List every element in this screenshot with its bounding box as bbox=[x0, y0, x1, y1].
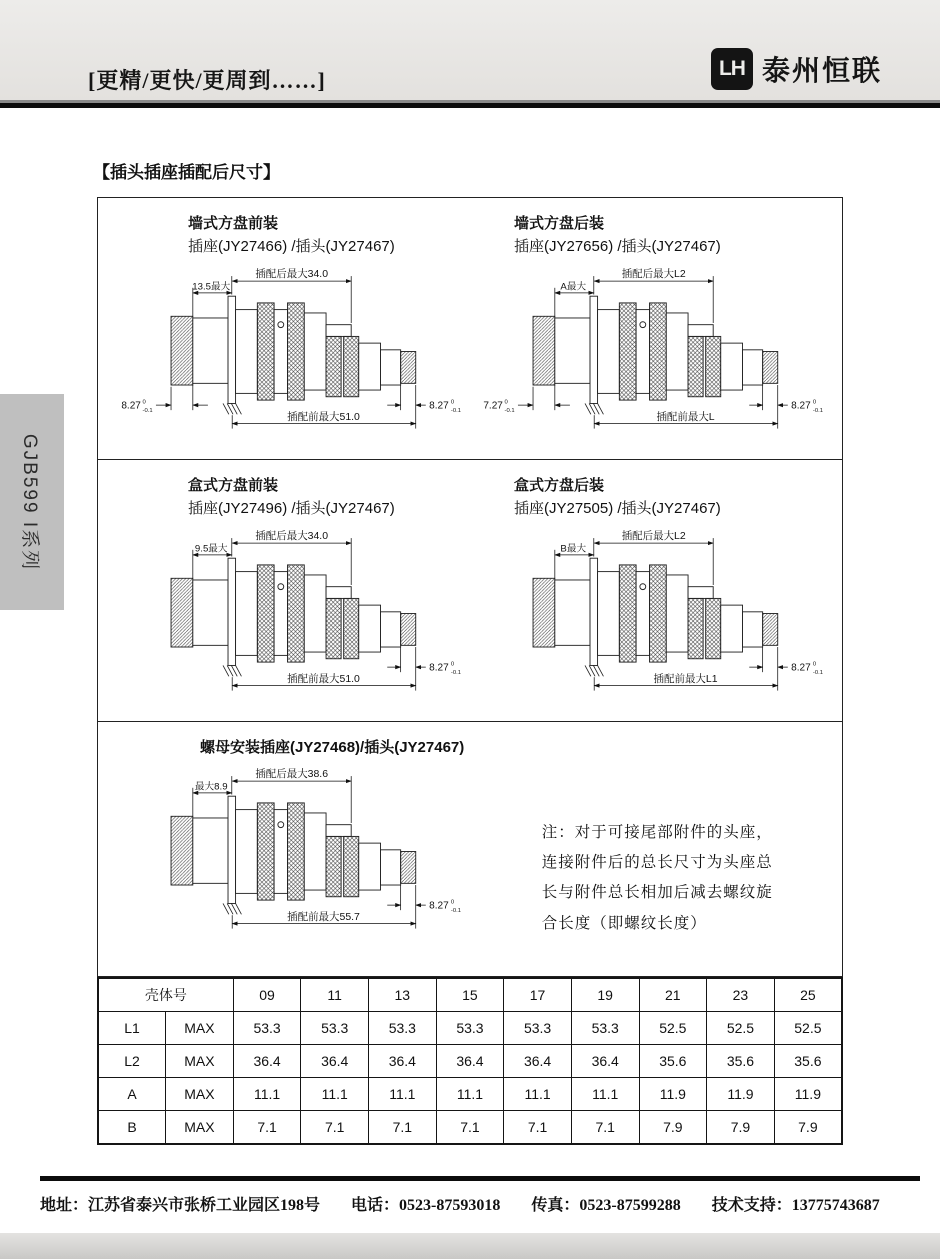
table-cell: 7.9 bbox=[774, 1111, 842, 1145]
dim-top-label: 插配后最大34.0 bbox=[255, 268, 329, 280]
table-cell: 36.4 bbox=[571, 1045, 639, 1078]
table-row bbox=[98, 1078, 842, 1111]
dim-left-bottom-tol-upper: 0 bbox=[142, 398, 146, 405]
footer-address-label: 地址： bbox=[40, 1197, 89, 1214]
table-row bbox=[98, 1045, 842, 1078]
dim-right-bottom-tol-lower: -0.1 bbox=[450, 908, 462, 915]
connector-drawing bbox=[104, 761, 466, 942]
table-cell: 7.1 bbox=[233, 1111, 301, 1145]
dim-right-bottom-tol-upper: 0 bbox=[812, 398, 817, 405]
drawing-subtitle: 插座(JY27496) /插头(JY27467) bbox=[188, 500, 395, 518]
footer-phone-label: 电话： bbox=[351, 1197, 400, 1214]
table-cell: 36.4 bbox=[504, 1045, 572, 1078]
table-cell: 53.3 bbox=[369, 1012, 437, 1045]
drawings-row-1 bbox=[98, 198, 842, 460]
table-header-shell: 壳体号 bbox=[98, 978, 233, 1012]
table-cell: 35.6 bbox=[639, 1045, 707, 1078]
drawing-cell-box-rear bbox=[470, 460, 842, 721]
drawing-title: 墙式方盘前装 bbox=[188, 215, 279, 232]
table-cell: 36.4 bbox=[369, 1045, 437, 1078]
drawing-subtitle: 插座(JY27656) /插头(JY27467) bbox=[514, 238, 721, 256]
dim-bottom-label: 插配前最大51.0 bbox=[287, 673, 360, 685]
drawing-cell-wall-rear bbox=[470, 198, 842, 459]
dim-right-bottom-tol-upper: 0 bbox=[450, 398, 455, 405]
table-cell: 11.1 bbox=[571, 1078, 639, 1111]
dim-left-top-label: 9.5最大 bbox=[194, 542, 228, 554]
param-name: A bbox=[98, 1078, 166, 1111]
banner-divider-rule bbox=[0, 103, 940, 108]
table-cell: 11.9 bbox=[639, 1078, 707, 1111]
table-cell: 52.5 bbox=[774, 1012, 842, 1045]
drawing-title: 螺母安装插座(JY27468)/插头(JY27467) bbox=[200, 739, 465, 756]
footer-fax bbox=[531, 1197, 680, 1214]
footer-phone-value: 0523-87593018 bbox=[399, 1197, 501, 1214]
dim-right-bottom-value: 8.27 bbox=[791, 661, 811, 673]
note-block bbox=[500, 722, 842, 976]
footer-address bbox=[40, 1197, 320, 1214]
param-name: B bbox=[98, 1111, 166, 1145]
dim-right-bottom-value: 8.27 bbox=[429, 900, 449, 912]
table-header-size: 13 bbox=[369, 978, 437, 1012]
note-line: 注：对于可接尾部附件的头座， bbox=[541, 824, 773, 841]
drawing-cell-jam-nut bbox=[98, 722, 500, 976]
table-cell: 7.9 bbox=[639, 1111, 707, 1145]
brand-name: 泰州恒联 bbox=[761, 55, 882, 86]
table-cell: 36.4 bbox=[233, 1045, 301, 1078]
note-line: 合长度（即螺纹长度） bbox=[541, 914, 707, 932]
dim-top-label: 插配后最大38.6 bbox=[255, 769, 329, 781]
dim-left-top-label: 最大8.9 bbox=[194, 781, 228, 793]
table-row bbox=[98, 1012, 842, 1045]
dim-right-bottom-value: 8.27 bbox=[429, 399, 449, 411]
dimension-table bbox=[97, 977, 843, 1145]
table-cell: 7.9 bbox=[707, 1111, 775, 1145]
brand-logo-icon: LH bbox=[711, 48, 753, 90]
table-header-size: 17 bbox=[504, 978, 572, 1012]
table-header-row bbox=[98, 978, 842, 1012]
dim-right-bottom-tol-lower: -0.1 bbox=[450, 407, 462, 414]
table-cell: 7.1 bbox=[504, 1111, 572, 1145]
table-cell: 11.1 bbox=[369, 1078, 437, 1111]
footer-rule bbox=[40, 1176, 920, 1181]
header-slogan: [更精/更快/更周到……] bbox=[88, 68, 326, 93]
table-header-size: 25 bbox=[774, 978, 842, 1012]
dim-top-label: 插配后最大L2 bbox=[621, 268, 686, 280]
param-qualifier: MAX bbox=[166, 1111, 234, 1145]
connector-drawing bbox=[104, 261, 466, 442]
dim-top-label: 插配后最大L2 bbox=[621, 530, 686, 542]
param-name: L2 bbox=[98, 1045, 166, 1078]
dim-left-top-label: A最大 bbox=[560, 280, 587, 292]
footer-support-value: 13775743687 bbox=[791, 1197, 880, 1214]
dim-right-bottom-tol-upper: 0 bbox=[450, 899, 455, 906]
table-cell: 52.5 bbox=[707, 1012, 775, 1045]
drawing-cell-box-front bbox=[98, 460, 470, 721]
param-qualifier: MAX bbox=[166, 1078, 234, 1111]
drawing-subtitle: 插座(JY27466) /插头(JY27467) bbox=[188, 238, 395, 256]
table-cell: 53.3 bbox=[504, 1012, 572, 1045]
dim-right-bottom-tol-lower: -0.1 bbox=[812, 407, 824, 414]
dim-bottom-label: 插配前最大L bbox=[656, 411, 715, 423]
table-cell: 52.5 bbox=[639, 1012, 707, 1045]
table-cell: 11.1 bbox=[504, 1078, 572, 1111]
footer-fax-value: 0523-87599288 bbox=[579, 1197, 681, 1214]
connector-drawing bbox=[466, 261, 828, 442]
table-header-size: 15 bbox=[436, 978, 504, 1012]
table-header-size: 23 bbox=[707, 978, 775, 1012]
footer-phone bbox=[351, 1197, 500, 1214]
param-qualifier: MAX bbox=[166, 1012, 234, 1045]
brand-logo bbox=[711, 48, 882, 90]
dim-bottom-label: 插配前最大55.7 bbox=[287, 912, 360, 924]
bottom-banner bbox=[0, 1233, 940, 1259]
param-qualifier: MAX bbox=[166, 1045, 234, 1078]
table-header-size: 09 bbox=[233, 978, 301, 1012]
table-cell: 36.4 bbox=[301, 1045, 369, 1078]
dim-right-bottom-tol-lower: -0.1 bbox=[812, 669, 824, 676]
table-cell: 11.1 bbox=[233, 1078, 301, 1111]
dim-right-bottom-value: 8.27 bbox=[429, 661, 449, 673]
table-header-size: 21 bbox=[639, 978, 707, 1012]
dim-right-bottom-tol-upper: 0 bbox=[450, 660, 455, 667]
table-cell: 35.6 bbox=[707, 1045, 775, 1078]
table-header-size: 11 bbox=[301, 978, 369, 1012]
table-cell: 11.1 bbox=[301, 1078, 369, 1111]
series-side-tab-label: GJB599 I系列 bbox=[19, 433, 41, 571]
table-cell: 7.1 bbox=[436, 1111, 504, 1145]
footer-support bbox=[712, 1197, 880, 1214]
note-line: 连接附件后的总长尺寸为头座总 bbox=[541, 854, 773, 872]
dim-left-top-label: B最大 bbox=[560, 542, 587, 554]
table-cell: 36.4 bbox=[436, 1045, 504, 1078]
table-cell: 7.1 bbox=[301, 1111, 369, 1145]
drawings-row-3 bbox=[98, 722, 842, 976]
table-cell: 11.9 bbox=[774, 1078, 842, 1111]
table-cell: 11.1 bbox=[436, 1078, 504, 1111]
drawings-panel bbox=[97, 197, 843, 977]
dim-left-bottom-tol-lower: -0.1 bbox=[504, 407, 515, 414]
dim-right-bottom-tol-lower: -0.1 bbox=[450, 669, 462, 676]
drawings-row-2 bbox=[98, 460, 842, 722]
table-cell: 7.1 bbox=[369, 1111, 437, 1145]
drawing-title: 墙式方盘后装 bbox=[514, 215, 605, 232]
dim-left-bottom-value: 8.27 bbox=[121, 399, 141, 411]
drawing-subtitle: 插座(JY27505) /插头(JY27467) bbox=[514, 500, 721, 518]
table-cell: 53.3 bbox=[233, 1012, 301, 1045]
drawing-title: 盒式方盘前装 bbox=[188, 477, 279, 494]
table-cell: 53.3 bbox=[436, 1012, 504, 1045]
footer bbox=[40, 1192, 920, 1215]
section-title: 【插头插座插配后尺寸】 bbox=[93, 163, 280, 182]
dim-bottom-label: 插配前最大L1 bbox=[653, 673, 718, 685]
table-cell: 11.9 bbox=[707, 1078, 775, 1111]
note-line: 长与附件总长相加后减去螺纹旋 bbox=[541, 884, 773, 902]
series-side-tab bbox=[0, 394, 64, 610]
dim-left-bottom-tol-upper: 0 bbox=[504, 398, 508, 405]
connector-drawing bbox=[104, 523, 466, 704]
table-cell: 53.3 bbox=[301, 1012, 369, 1045]
drawing-title: 盒式方盘后装 bbox=[514, 477, 605, 494]
connector-drawing bbox=[466, 523, 828, 704]
table-cell: 53.3 bbox=[571, 1012, 639, 1045]
footer-fax-label: 传真： bbox=[531, 1197, 580, 1214]
table-cell: 35.6 bbox=[774, 1045, 842, 1078]
table-cell: 7.1 bbox=[571, 1111, 639, 1145]
footer-address-value: 江苏省泰兴市张桥工业园区198号 bbox=[88, 1197, 321, 1214]
footer-support-label: 技术支持： bbox=[711, 1197, 792, 1214]
dim-bottom-label: 插配前最大51.0 bbox=[287, 411, 360, 423]
drawing-cell-wall-front bbox=[98, 198, 470, 459]
table-row bbox=[98, 1111, 842, 1145]
dim-left-top-label: 13.5最大 bbox=[192, 280, 231, 292]
dim-left-bottom-tol-lower: -0.1 bbox=[142, 407, 153, 414]
dim-top-label: 插配后最大34.0 bbox=[255, 530, 329, 542]
dim-right-bottom-value: 8.27 bbox=[791, 399, 811, 411]
table-header-size: 19 bbox=[571, 978, 639, 1012]
dim-left-bottom-value: 7.27 bbox=[483, 399, 503, 411]
dim-right-bottom-tol-upper: 0 bbox=[812, 660, 817, 667]
param-name: L1 bbox=[98, 1012, 166, 1045]
